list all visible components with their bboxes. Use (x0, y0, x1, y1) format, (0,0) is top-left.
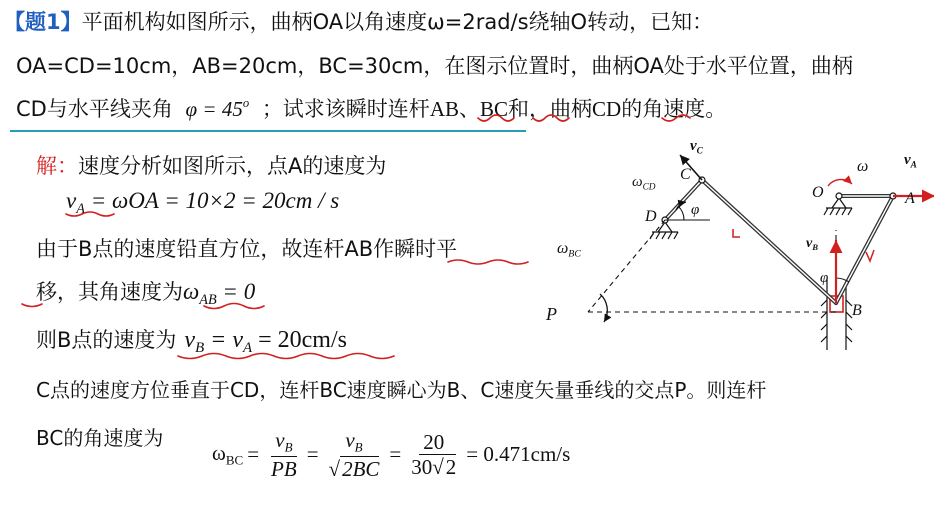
problem-line-2: OA=CD=10cm，AB=20cm，BC=30cm，在图示位置时，曲柄OA处于水平位置，曲柄 (16, 54, 853, 78)
mechanism-diagram (530, 130, 934, 360)
label-o: O (812, 184, 824, 201)
problem-tag: 【题1】 (4, 10, 82, 34)
wbc-arc (600, 294, 607, 322)
mark-l1 (733, 229, 740, 237)
fraction-3: $\frac{20}{30√2}$ (411, 429, 457, 479)
problem-text-3a: CD与水平线夹角 (16, 97, 173, 121)
solution-label: 解： (36, 154, 78, 178)
solution-text-1: 速度分析如图所示，点A的速度为 (78, 154, 387, 178)
va-equation (66, 188, 339, 218)
problem-text-3b: ；试求该瞬时连杆 (261, 97, 430, 121)
links (665, 180, 893, 303)
label-vb: $v_B$ (806, 236, 819, 253)
phi-value: φ = 45 (185, 97, 243, 121)
vb-rest: = 20cm/s (252, 327, 347, 353)
separator: 、 (459, 97, 480, 121)
fraction-1: $\frac{v_B}{PB}$ (271, 428, 297, 481)
solution-line-4 (36, 324, 347, 357)
underline-instant (448, 260, 528, 264)
label-wbc: $\omega_{BC}$ (557, 240, 581, 260)
angle-arc-d (678, 206, 684, 220)
divider-line (10, 130, 526, 132)
eq-2: = (306, 442, 319, 467)
label-vc: $v_C$ (690, 138, 703, 157)
solution-text-4: 则B点的速度为 (36, 328, 177, 352)
wbc-formula (212, 428, 570, 482)
fraction-2: $\frac{v_B}{√2BC}$ (328, 428, 380, 481)
solution-line-3 (36, 276, 255, 309)
solution-line-5: C点的速度方位垂直于CD，连杆BC速度瞬心为B、C速度矢量垂线的交点P。则连杆 (36, 378, 767, 402)
va-rest: = ωOA = 10×2 = 20cm / s (84, 188, 340, 213)
va-symbol: v (66, 188, 77, 213)
result: = 0.471cm/s (466, 442, 571, 467)
vb-expression (184, 327, 347, 357)
link-bc-label: BC (480, 97, 509, 121)
solution-line-6: BC的角速度为 (36, 426, 164, 450)
wab-sub: AB (199, 291, 217, 308)
wab-expression (183, 279, 256, 308)
mark-v (866, 250, 874, 261)
ground-support-o (824, 198, 852, 215)
label-phi-b: φ (820, 270, 829, 286)
va-sub: A (76, 200, 85, 217)
label-va: $v_A$ (904, 152, 917, 171)
wab-symbol: ω (183, 279, 200, 304)
solution-line-2: 由于B点的速度铅直方位，故连杆AB作瞬时平 (36, 237, 458, 261)
solution-line-1 (36, 150, 386, 180)
problem-line-1 (4, 6, 713, 36)
label-p: P (546, 304, 557, 324)
problem-line-3 (16, 93, 726, 123)
label-phi-d: φ (691, 202, 700, 218)
vb-sub2: A (243, 340, 253, 357)
wab-rest: = 0 (216, 279, 256, 304)
wbc-symbol: $\omega_{BC}$ (212, 441, 244, 468)
problem-text-1: 平面机构如图所示，曲柄OA以角速度ω=2rad/s绕轴O转动，已知： (81, 10, 714, 34)
label-b: B (852, 302, 862, 319)
vb-sub: B (195, 340, 205, 357)
construction-lines (588, 220, 836, 312)
vb-mid: = v (204, 327, 244, 353)
eq-1: = (247, 442, 260, 467)
vb-symbol: v (184, 327, 196, 353)
problem-text-3d: 的角速度。 (621, 97, 727, 121)
label-wcd: $\omega_{CD}$ (632, 174, 656, 193)
phi-expression (186, 97, 250, 121)
label-d: D (645, 208, 657, 225)
solution-text-3: 移，其角速度为 (36, 280, 183, 304)
eq-3: = (389, 442, 402, 467)
link-ab-label: AB (429, 97, 459, 121)
label-w: ω (857, 158, 869, 175)
problem-text-3c: 和，曲柄 (508, 97, 593, 121)
label-a: A (905, 190, 915, 207)
label-c: C (680, 166, 691, 183)
crank-cd-label: CD (592, 97, 622, 121)
phi-degree: o (242, 96, 250, 111)
w-arc (828, 179, 852, 186)
